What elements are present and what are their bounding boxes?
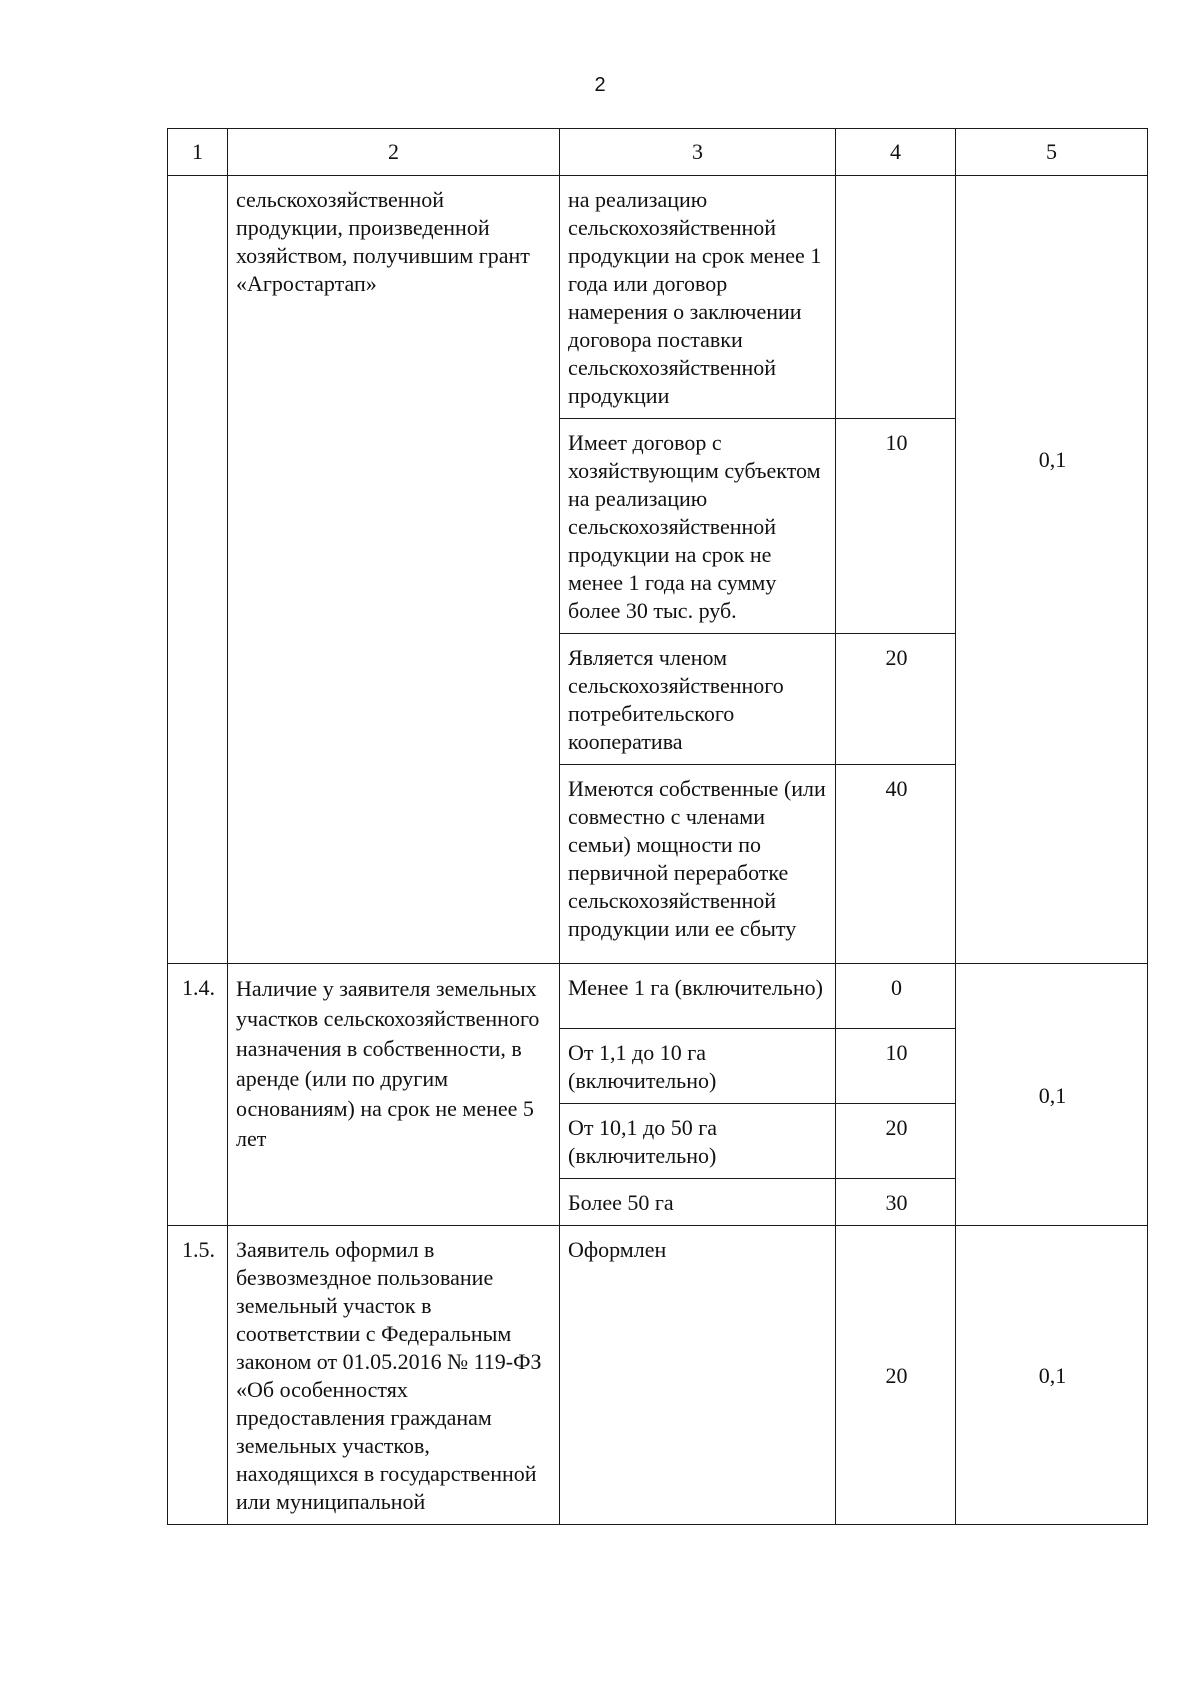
condition-text: Является членом сельскохозяйственного потребительского кооператива — [560, 634, 836, 765]
condition-text: Более 50 га — [560, 1179, 836, 1226]
weight-value: 0,1 — [956, 176, 1148, 964]
table-row — [168, 1226, 1148, 1525]
score-value: 10 — [836, 1029, 956, 1104]
criterion-text: сельскохозяйственной продукции, произведенной хозяйством, получившим грант «Агростартап» — [228, 176, 560, 964]
criteria-table — [167, 128, 1148, 1525]
page-number: 2 — [594, 74, 606, 96]
score-value: 20 — [836, 1104, 956, 1179]
table-row — [168, 964, 1148, 1029]
criterion-text: Заявитель оформил в безвозмездное пользование земельный участок в соответствии с Федеральным законом от 01.05.2016 № 119-ФЗ «Об особенностях предоставления гражданам земельных участков, находящихся в государственной или муниципальной — [228, 1226, 560, 1525]
weight-value: 0,1 — [956, 1226, 1148, 1525]
score-value: 30 — [836, 1179, 956, 1226]
header-col-1: 1 — [168, 129, 228, 176]
score-value: 0 — [836, 964, 956, 1029]
header-col-3: 3 — [560, 129, 836, 176]
table-header-row — [168, 129, 1148, 176]
header-col-5: 5 — [956, 129, 1148, 176]
condition-text: на реализацию сельскохозяйственной продукции на срок менее 1 года или договор намерения о заключении договора поставки сельскохозяйственной продукции — [560, 176, 836, 419]
score-value: 20 — [836, 1226, 956, 1525]
header-col-2: 2 — [228, 129, 560, 176]
condition-text: От 10,1 до 50 га (включительно) — [560, 1104, 836, 1179]
row-number: 1.5. — [168, 1226, 228, 1525]
condition-text: Имеет договор с хозяйствующим субъектом на реализацию сельскохозяйственной продукции на срок не менее 1 года на сумму более 30 тыс. руб. — [560, 419, 836, 634]
condition-text: От 1,1 до 10 га (включительно) — [560, 1029, 836, 1104]
table-row — [168, 176, 1148, 419]
header-col-4: 4 — [836, 129, 956, 176]
row-number-empty — [168, 176, 228, 964]
score-value: 40 — [836, 765, 956, 964]
condition-text: Имеются собственные (или совместно с членами семьи) мощности по первичной переработке сельскохозяйственной продукции или ее сбыту — [560, 765, 836, 964]
score-value: 10 — [836, 419, 956, 634]
condition-text: Оформлен — [560, 1226, 836, 1525]
criterion-text: Наличие у заявителя земельных участков сельскохозяйственного назначения в собственности, в аренде (или по другим основаниям) на срок не менее 5 лет — [228, 964, 560, 1226]
score-value — [836, 176, 956, 419]
weight-value: 0,1 — [956, 964, 1148, 1226]
condition-text: Менее 1 га (включительно) — [560, 964, 836, 1029]
score-value: 20 — [836, 634, 956, 765]
row-number: 1.4. — [168, 964, 228, 1226]
